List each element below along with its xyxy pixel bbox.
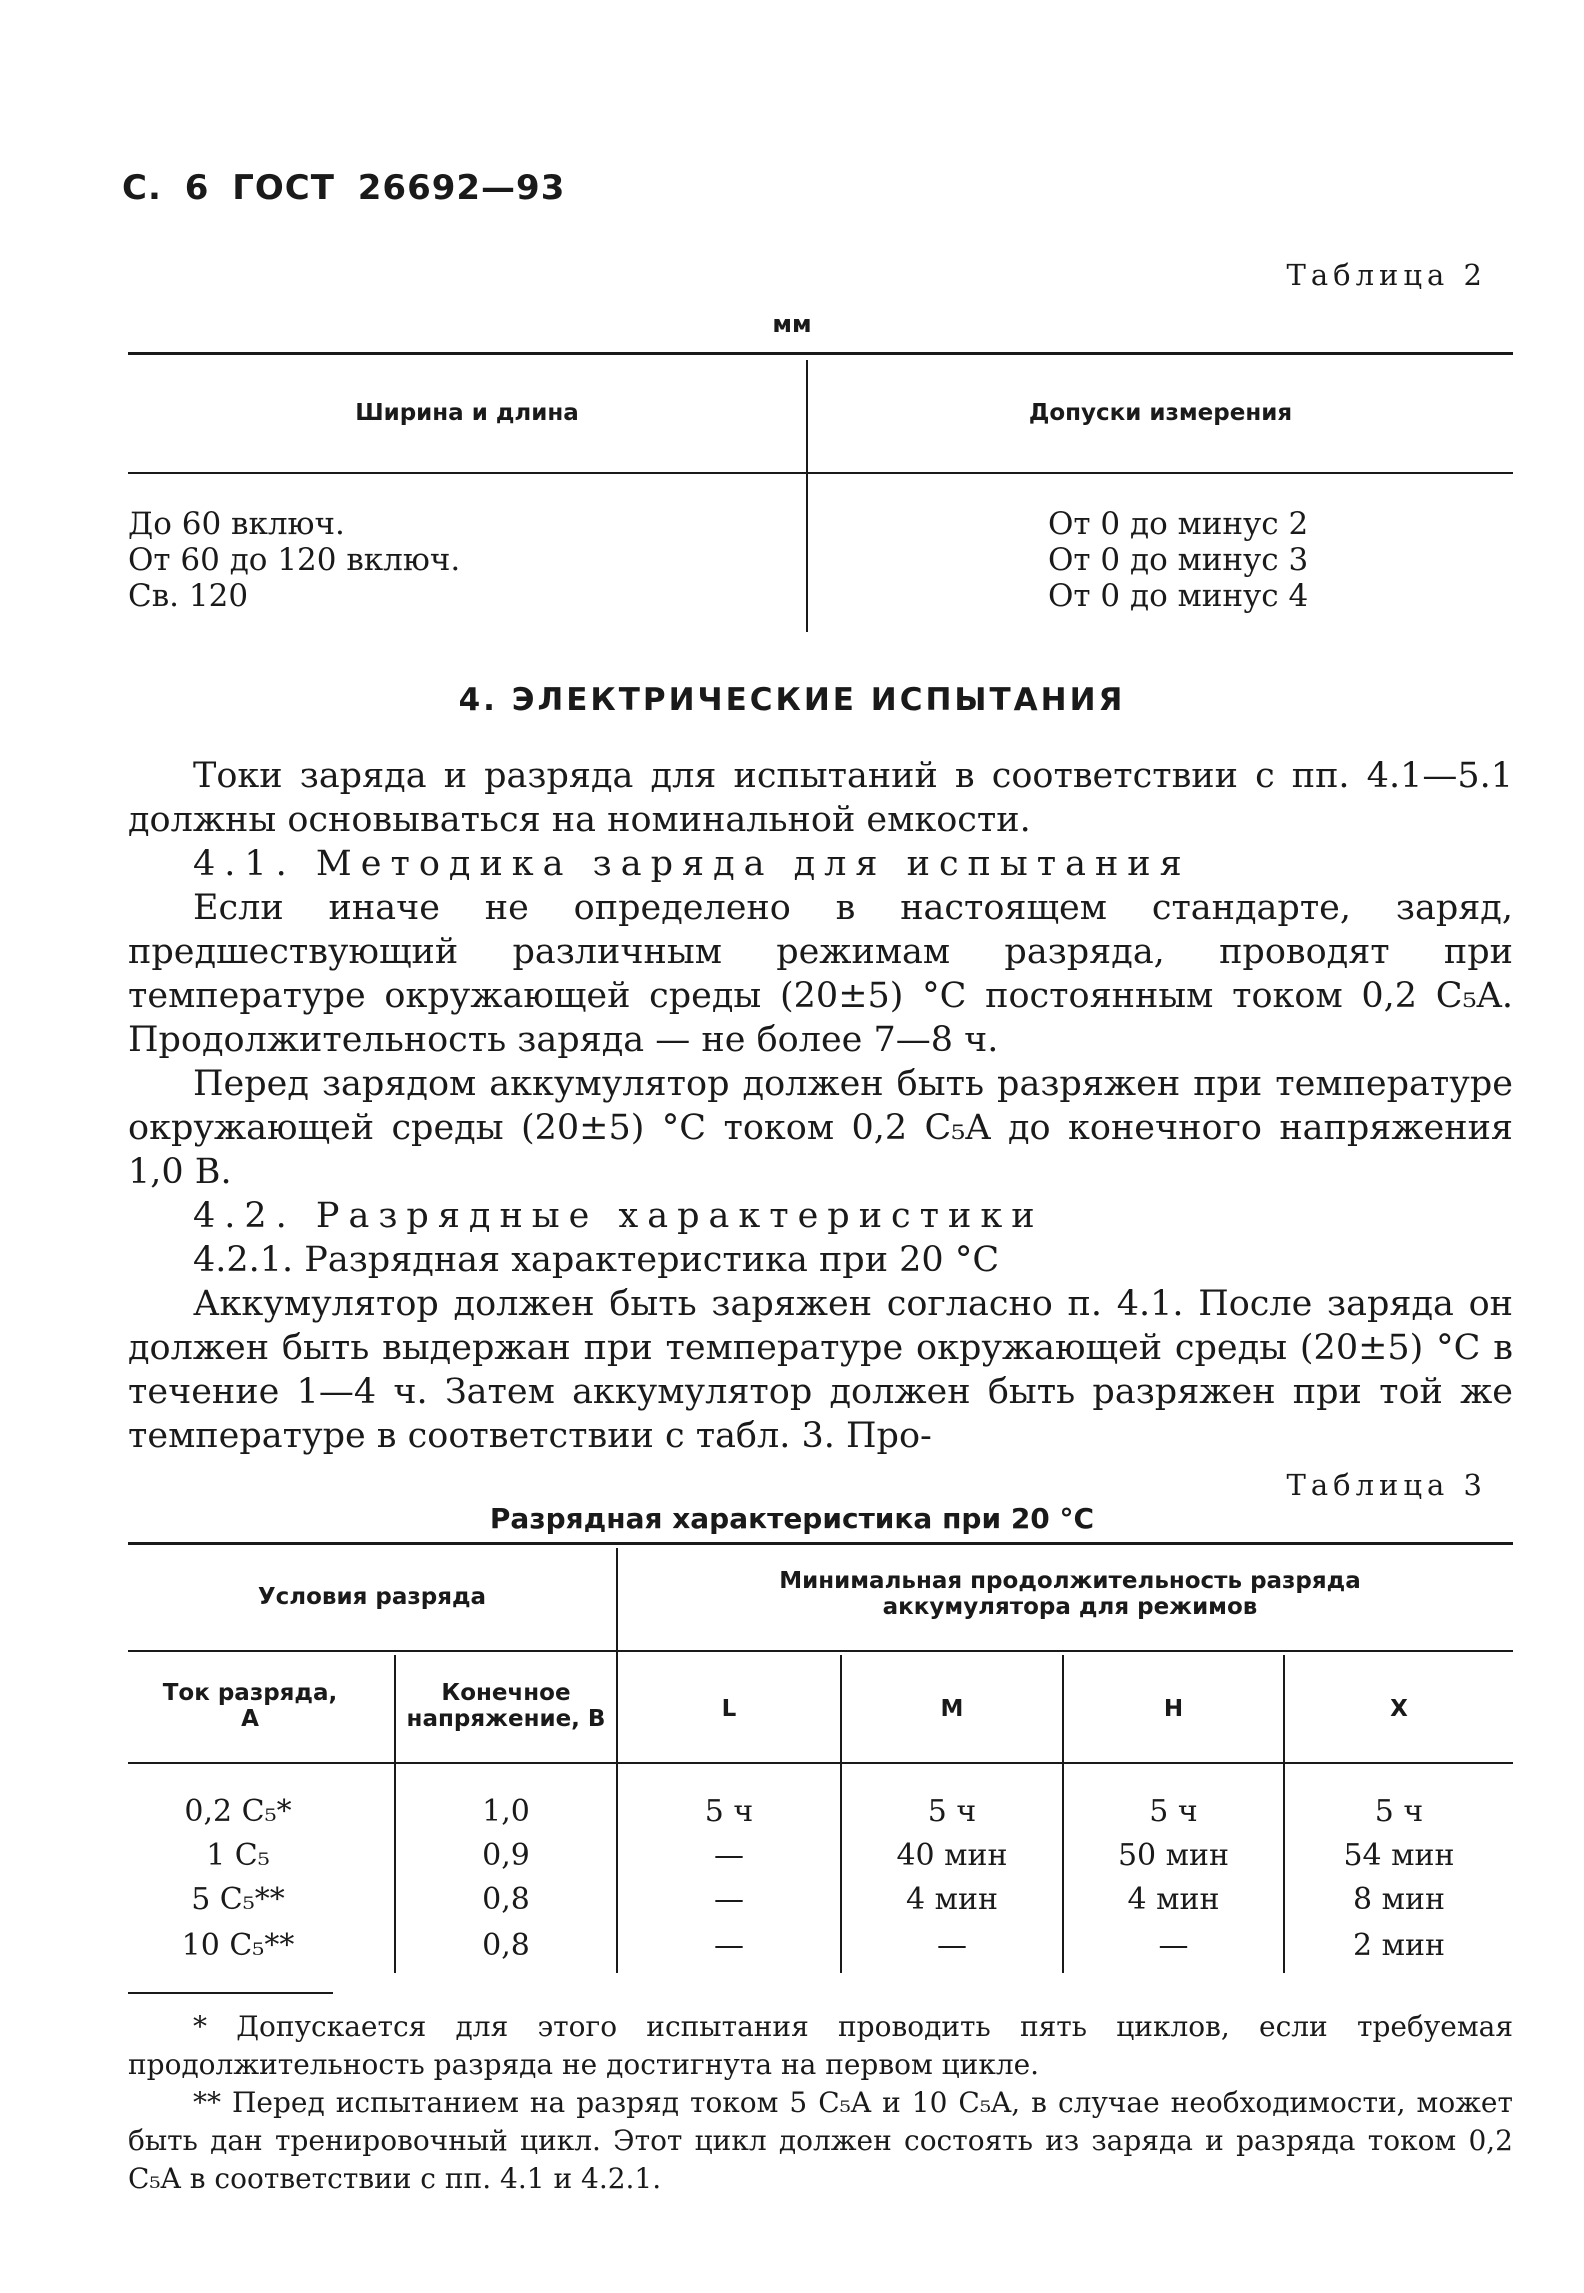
table2-row-size: Св. 120 [128, 578, 249, 614]
table3-mode-header: H [1163, 1696, 1184, 1722]
table3-cell-current: 10 C₅** [181, 1928, 295, 1963]
paragraph-intro: Токи заряда и разряда для испытаний в соответствии с пп. 4.1—5.1 должны основываться на номинальной емкости. [128, 756, 1513, 840]
footnote-1: * Допускается для этого испытания проводить пять циклов, если требуемая продолжительность разряда не достигнута на первом цикле. [128, 2010, 1513, 2081]
table2-top-rule [128, 352, 1513, 355]
footnote-2: ** Перед испытанием на разряд током 5 C₅A и 10 C₅A, в случае необходимости, может быть дан тренировочный цикл. Этот цикл должен состоять из заряда и разряда током 0,2 C₅A в соответствии с пп. 4.1 и 4.2.1. [128, 2086, 1513, 2195]
table3-bottom-rule [128, 1992, 333, 1994]
table3-cell-current: 5 C₅** [191, 1882, 285, 1917]
section-heading: 4. ЭЛЕКТРИЧЕСКИЕ ИСПЫТАНИЯ [458, 682, 1126, 718]
table3-title: Разрядная характеристика при 20 °С [489, 1502, 1095, 1535]
table3-cell-h: — [1158, 1928, 1189, 1963]
table2-header-rule [128, 472, 1513, 474]
table3-cell-voltage: 1,0 [482, 1794, 530, 1829]
table2-row-tolerance: От 0 до минус 2 [1048, 506, 1309, 542]
table3-cell-voltage: 0,9 [482, 1838, 530, 1873]
table2-header-tolerance: Допуски измерения [1028, 400, 1293, 426]
table3-group-rule [128, 1650, 1513, 1652]
table2-caption: Таблица 2 [1286, 258, 1487, 292]
table3-cell-voltage: 0,8 [482, 1882, 530, 1917]
table3-cell-l: — [714, 1882, 744, 1917]
table3-mode-header: X [1390, 1696, 1408, 1722]
table3-cell-l: — [714, 1838, 744, 1873]
table3-caption: Таблица 3 [1286, 1468, 1487, 1502]
table3-cell-x: 54 мин [1343, 1838, 1455, 1873]
table2-unit: мм [772, 310, 812, 338]
table2-size-column [128, 506, 460, 614]
paragraph-4-1-a: Если иначе не определено в настоящем стандарте, заряд, предшествующий различным режимам разряда, проводят при температуре окружающей среды (20±5) °С постоянным током 0,2 C₅A. Продолжительность заряда — не более 7—8 ч. [128, 888, 1513, 1060]
table3-cell-x: 5 ч [1374, 1794, 1424, 1829]
subheading-4-1: 4.1. Методика заряда для испытания [193, 844, 1191, 884]
table3-cell-x: 8 мин [1353, 1882, 1445, 1917]
table3-col-voltage: Конечное напряжение, В [406, 1680, 606, 1733]
table3-cell-h: 50 мин [1117, 1838, 1230, 1873]
table3-cell-m: 4 мин [906, 1882, 998, 1917]
table2-row-tolerance: От 0 до минус 3 [1048, 542, 1309, 578]
table3-cell-l: 5 ч [704, 1794, 754, 1829]
table3-cell-current: 0,2 C₅* [184, 1794, 292, 1829]
table3-mode-header: L [721, 1696, 737, 1722]
subheading-4-2: 4.2. Разрядные характеристики [193, 1196, 1044, 1236]
table3-cell-x: 2 мин [1353, 1928, 1445, 1963]
table2-row-tolerance: От 0 до минус 4 [1048, 578, 1309, 614]
table3-mode-header: M [940, 1696, 964, 1722]
table3-top-rule [128, 1542, 1513, 1545]
table2-row-size: До 60 включ. [128, 506, 345, 542]
table2-header-size: Ширина и длина [355, 400, 579, 426]
subheading-4-2-1: 4.2.1. Разрядная характеристика при 20 °С [193, 1240, 1000, 1280]
table3-cell-h: 4 мин [1127, 1882, 1220, 1917]
table3-cell-current: 1 C₅ [206, 1838, 270, 1873]
page-header: С. 6 ГОСТ 26692—93 [122, 168, 566, 208]
footnotes [128, 2008, 1513, 2198]
table2-tolerance-column [1048, 506, 1308, 614]
table3-col-current: Ток разряда, А [162, 1680, 338, 1733]
table2-row-size: От 60 до 120 включ. [128, 542, 461, 578]
table3-group-duration: Минимальная продолжительность разряда аккумулятора для режимов [779, 1568, 1361, 1621]
table3-cell-voltage: 0,8 [482, 1928, 530, 1963]
table3-header-rule [128, 1762, 1513, 1764]
table3-cell-h: 5 ч [1149, 1794, 1198, 1829]
table3-cell-m: 40 мин [896, 1838, 1008, 1873]
table3-cell-l: — [714, 1928, 744, 1963]
body-text [128, 754, 1513, 1458]
paragraph-4-1-b: Перед зарядом аккумулятор должен быть разряжен при температуре окружающей среды (20±5) °С током 0,2 C₅A до конечного напряжения 1,0 В. [128, 1064, 1513, 1192]
table3-cell-m: 5 ч [927, 1794, 977, 1829]
table3-group-conditions: Условия разряда [257, 1584, 487, 1610]
table3-cell-m: — [937, 1928, 967, 1963]
paragraph-4-2-1: Аккумулятор должен быть заряжен согласно п. 4.1. После заряда он должен быть выдержан при температуре окружающей среды (20±5) °С в течение 1—4 ч. Затем аккумулятор должен быть разряжен при той же температуре в соответствии с табл. 3. Про- [128, 1284, 1513, 1456]
